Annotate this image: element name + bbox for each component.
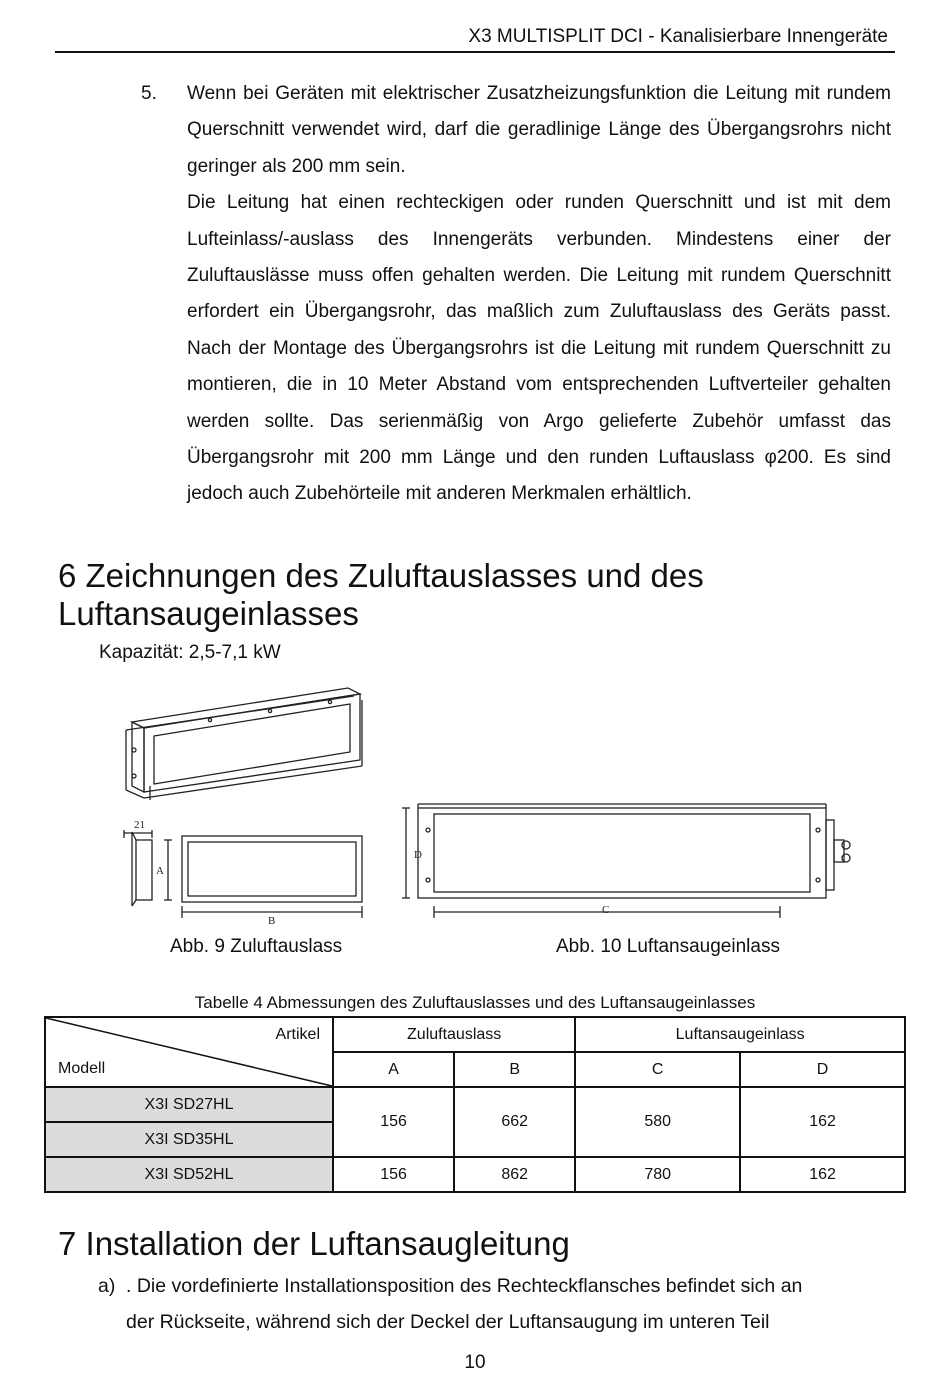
figure-intake-inlet	[400, 800, 870, 930]
value-cell: 162	[740, 1157, 905, 1192]
table-row	[45, 1157, 905, 1192]
list-item-a-line-1: . Die vordefinierte Installationsposition des Rechteckflansches befindet sich an	[126, 1275, 803, 1297]
dimension-a-label: A	[156, 865, 164, 877]
model-cell: X3I SD52HL	[45, 1157, 333, 1192]
table-row	[45, 1087, 905, 1122]
model-cell: X3I SD27HL	[45, 1087, 333, 1122]
dimension-d-label: D	[414, 849, 422, 861]
header-col-c: C	[575, 1052, 740, 1087]
intake-inlet-drawing	[400, 800, 870, 925]
value-cell: 162	[740, 1087, 905, 1157]
list-item-a-label: a)	[98, 1275, 116, 1297]
header-artikel: Artikel	[275, 1026, 320, 1043]
value-cell: 580	[575, 1087, 740, 1157]
header-col-b: B	[454, 1052, 575, 1087]
dimension-c-label: C	[602, 904, 610, 916]
header-col-d: D	[740, 1052, 905, 1087]
header-supply-outlet: Zuluftauslass	[333, 1017, 575, 1052]
figure-9-caption: Abb. 9 Zuluftauslass	[170, 936, 343, 957]
list-item-a	[98, 1268, 888, 1340]
document-header-title: X3 MULTISPLIT DCI - Kanalisierbare Innengeräte	[468, 26, 888, 47]
list-item-number: 5.	[141, 83, 157, 104]
section-7-heading: 7 Installation der Luftansaugleitung	[58, 1225, 570, 1262]
header-modell: Modell	[58, 1060, 106, 1077]
value-cell: 156	[333, 1157, 454, 1192]
header-col-a: A	[333, 1052, 454, 1087]
page-number: 10	[464, 1352, 486, 1373]
value-cell: 156	[333, 1087, 454, 1157]
header-rule	[55, 51, 895, 53]
section-6-heading: 6 Zeichnungen des Zuluftauslasses und des Luftansaugeinlasses	[58, 557, 704, 632]
figure-supply-outlet	[110, 680, 370, 925]
capacity-label: Kapazität: 2,5-7,1 kW	[99, 642, 281, 663]
paragraph-duct-description: Die Leitung hat einen rechteckigen oder runden Querschnitt und ist mit dem Lufteinlass/-auslass des Innengeräts verbunden. Mindestens einer der Zuluftauslässe muss offen gehalten werden. Die Leitung mit rundem Querschnitt erfordert ein Übergangsrohr, das maßlich zum Zuluftauslass des Geräts passt. Nach der Montage des Übergangsrohrs ist die Leitung mit rundem Querschnitt zu montieren, die in 10 Meter Abstand vom entsprechenden Luftverteiler gehalten werden sollte. Das serienmäßig von Argo gelieferte Zubehör umfasst das Übergangsrohr mit 200 mm Länge und den runden Luftauslass φ200. Es sind jedoch auch Zubehörteile mit anderen Merkmalen erhältlich.	[187, 192, 891, 505]
value-cell: 862	[454, 1157, 575, 1192]
dimension-21-label: 21	[134, 819, 145, 831]
supply-outlet-drawing	[110, 680, 370, 927]
model-cell: X3I SD35HL	[45, 1122, 333, 1157]
list-item-a-text	[126, 1268, 888, 1340]
value-cell: 780	[575, 1157, 740, 1192]
value-cell: 662	[454, 1087, 575, 1157]
dimensions-table	[44, 1016, 906, 1193]
table-corner-cell	[45, 1017, 333, 1087]
figure-10-caption: Abb. 10 Luftansaugeinlass	[556, 936, 780, 957]
list-item-body	[187, 76, 891, 513]
header-intake-inlet: Luftansaugeinlass	[575, 1017, 905, 1052]
dimension-b-label: B	[268, 915, 276, 927]
table-header-row	[45, 1017, 905, 1052]
table-4-caption: Tabelle 4 Abmessungen des Zuluftauslasses und des Luftansaugeinlasses	[194, 993, 756, 1012]
list-item-5	[141, 76, 891, 513]
list-item-a-line-2: der Rückseite, während sich der Deckel der Luftansaugung im unteren Teil	[126, 1311, 770, 1333]
paragraph-straight-length: Wenn bei Geräten mit elektrischer Zusatzheizungsfunktion die Leitung mit rundem Querschnitt verwendet wird, darf die geradlinige Länge des Übergangsrohrs nicht geringer als 200 mm sein.	[187, 83, 891, 177]
